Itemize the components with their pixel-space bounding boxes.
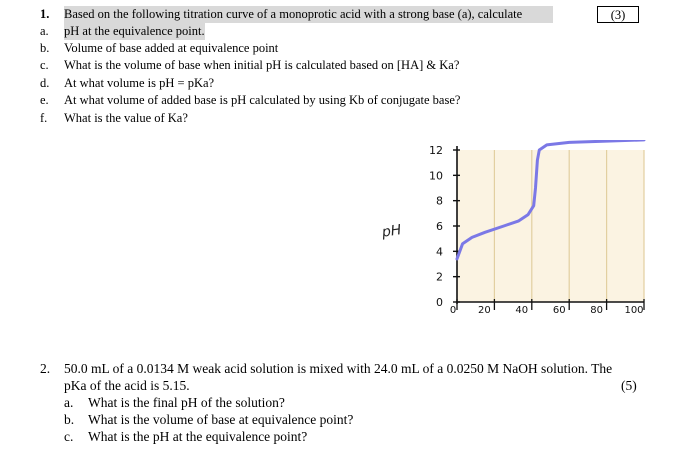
question-1e-text: At what volume of added base is pH calculated by using Kb of conjugate base? — [64, 93, 461, 107]
y-tick-label: 0 — [436, 296, 443, 309]
question-2b-text: What is the volume of base at equivalence point? — [88, 412, 354, 427]
question-1-number: 1. — [40, 7, 50, 21]
question-2c-text: What is the pH at the equivalence point? — [88, 429, 308, 444]
question-2b-label: b. — [64, 412, 75, 427]
y-tick-label: 8 — [436, 194, 443, 208]
question-1c-text: What is the volume of base when initial pH is calculated based on [HA] & Ka? — [64, 58, 460, 72]
question-2-line1: 50.0 mL of a 0.0134 M weak acid solution is mixed with 24.0 mL of a 0.0250 M NaOH solution. The — [64, 361, 613, 376]
question-2a-label: a. — [64, 395, 74, 410]
y-tick-label: 6 — [436, 220, 443, 233]
question-1-marks: (3) — [597, 6, 639, 23]
x-tick-label: 20 — [478, 305, 491, 316]
chart-y-ticks — [429, 144, 460, 309]
question-2a-text: What is the final pH of the solution? — [88, 395, 285, 410]
x-tick-label: 80 — [590, 305, 603, 316]
question-1c-label: c. — [40, 58, 49, 72]
question-1a-text-line2: pH at the equivalence point. — [64, 24, 205, 38]
question-1e-label: e. — [40, 93, 49, 107]
titration-curve-chart — [370, 140, 670, 320]
question-1a-text-line1: Based on the following titration curve of a monoprotic acid with a strong base (a), calculate — [64, 6, 553, 23]
y-tick-label: 2 — [436, 270, 443, 284]
question-1b-text: Volume of base added at equivalence point — [64, 41, 279, 55]
y-tick-label: 10 — [429, 169, 443, 183]
y-tick-label: 4 — [436, 245, 443, 259]
chart-plot-background — [457, 150, 644, 302]
question-1a-label: a. — [40, 24, 49, 38]
question-2c-label: c. — [64, 429, 74, 444]
y-tick-label: 12 — [429, 144, 443, 157]
question-1b-label: b. — [40, 41, 50, 55]
question-2-line2: pKa of the acid is 5.15. — [64, 378, 190, 393]
x-tick-label: 0 — [449, 305, 457, 316]
question-1d-text: At what volume is pH = pKa? — [64, 76, 215, 90]
question-2-number: 2. — [40, 361, 51, 376]
x-tick-label: 60 — [552, 305, 566, 316]
question-2-marks: (5) — [621, 378, 637, 393]
question-1d-label: d. — [40, 76, 50, 90]
x-tick-label: 40 — [515, 305, 529, 316]
y-axis-label: pH — [380, 222, 403, 241]
question-1f-label: f. — [40, 111, 48, 125]
question-1f-text: What is the value of Ka? — [64, 111, 188, 125]
x-tick-label: 100 — [624, 305, 644, 316]
